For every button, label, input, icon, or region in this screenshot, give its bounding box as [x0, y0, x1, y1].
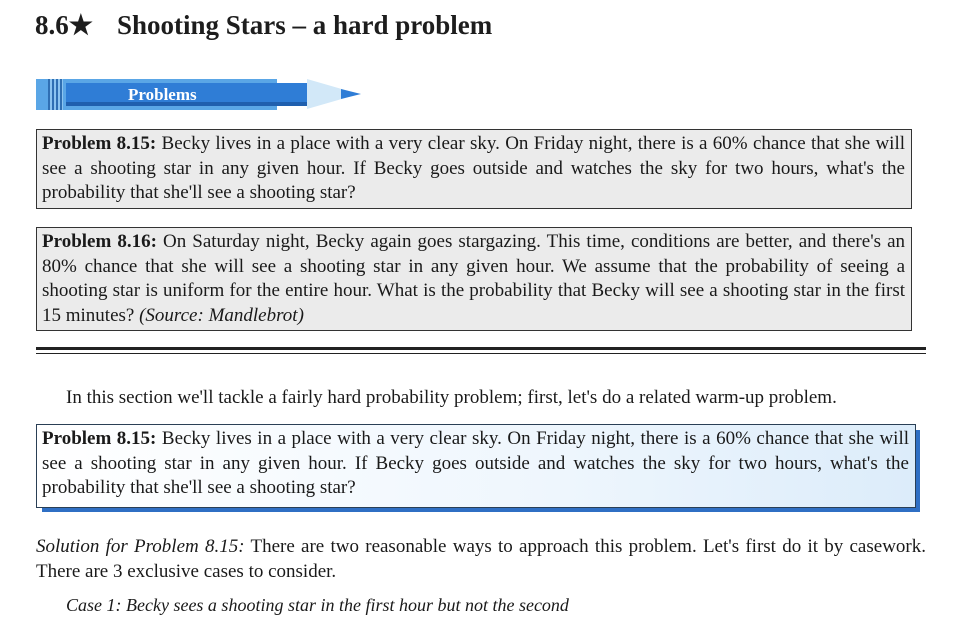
- solution-text: There are two reasonable ways to approach this problem. Let's first do it by casework. There are 3 exclusive cases to consider.: [36, 536, 926, 582]
- problem-box-8-16: [36, 227, 912, 331]
- problems-banner: [36, 79, 326, 110]
- problem-label: Problem 8.15:: [42, 133, 157, 154]
- problem-label: Problem 8.16:: [42, 231, 157, 252]
- case-1-heading: Case 1: Becky sees a shooting star in the first hour but not the second: [66, 595, 569, 615]
- section-heading: [35, 10, 492, 41]
- intro-paragraph: In this section we'll tackle a fairly hard probability problem; first, let's do a related warm-up problem.: [66, 387, 837, 408]
- problem-text: On Saturday night, Becky again goes stargazing. This time, conditions are better, and there's an 80% chance that she will see a shooting star in any given hour. We assume that the probability of seeing a shooting star is uniform for the entire hour. What is the probability that Becky will see a shooting star in the first 15 minutes?: [42, 231, 905, 326]
- solution-label: Solution for Problem 8.15:: [36, 536, 245, 557]
- problem-box-8-15: [36, 129, 912, 209]
- problem-text: Becky lives in a place with a very clear sky. On Friday night, there is a 60% chance that she will see a shooting star in any given hour. If Becky goes outside and watches the sky for two hours, what's the probability that she'll see a shooting star?: [42, 428, 909, 498]
- problem-source: (Source: Mandlebrot): [139, 304, 304, 326]
- highlight-problem-box: [36, 424, 916, 508]
- banner-stripes: [48, 79, 63, 110]
- section-number: 8.6★: [35, 10, 93, 40]
- solution-paragraph: [36, 534, 926, 584]
- section-title: Shooting Stars – a hard problem: [116, 10, 493, 40]
- problem-text: Becky lives in a place with a very clear sky. On Friday night, there is a 60% chance that she will see a shooting star in any given hour. If Becky goes outside and watches the sky for two hours, what's the probability that she'll see a shooting star?: [42, 133, 906, 203]
- banner-point-icon: [341, 89, 361, 99]
- divider-thin: [36, 353, 926, 354]
- divider-thick: [36, 347, 926, 350]
- problem-label: Problem 8.15:: [42, 428, 157, 449]
- banner-label: Problems: [128, 85, 197, 104]
